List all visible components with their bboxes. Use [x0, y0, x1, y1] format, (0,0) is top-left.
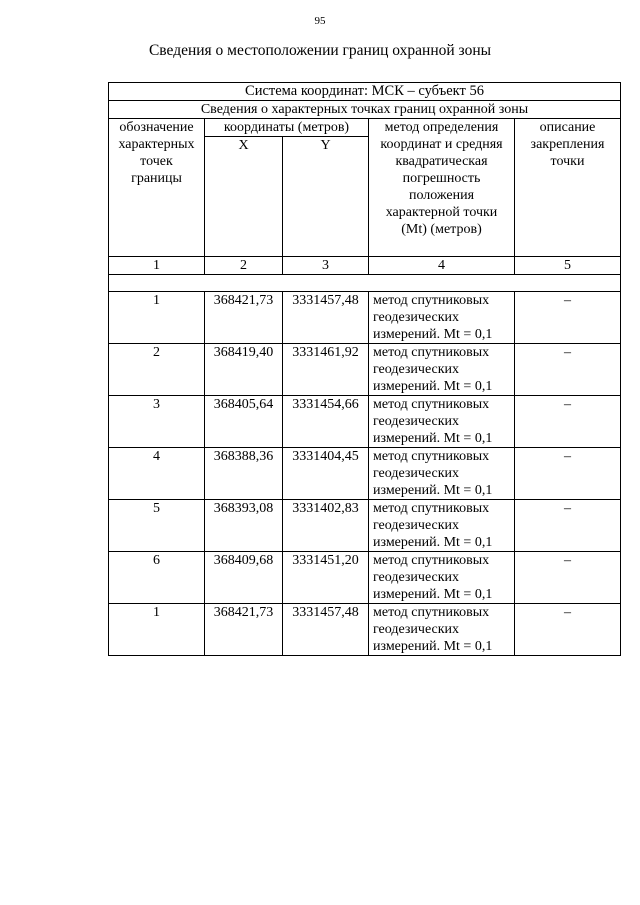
header-designation-line: обозначение: [119, 120, 194, 135]
table-row: [109, 344, 621, 396]
table-row: [109, 500, 621, 552]
cell-description: –: [515, 292, 621, 344]
cell-method-line: измерений. Mt = 0,1: [373, 483, 493, 498]
column-number: 2: [205, 257, 283, 275]
cell-method-line: метод спутниковых: [373, 345, 490, 360]
table-row: [109, 448, 621, 500]
cell-point: 4: [109, 448, 205, 500]
cell-method-line: геодезических: [373, 466, 460, 481]
cell-point: 6: [109, 552, 205, 604]
cell-point: 3: [109, 396, 205, 448]
cell-y: 3331451,20: [283, 552, 369, 604]
cell-method-line: измерений. Mt = 0,1: [373, 535, 493, 550]
cell-method: [369, 448, 515, 500]
cell-y: 3331404,45: [283, 448, 369, 500]
empty-row: [109, 275, 621, 292]
cell-description: –: [515, 448, 621, 500]
cell-method-line: геодезических: [373, 570, 460, 585]
header-method: [369, 119, 515, 257]
cell-method-line: геодезических: [373, 622, 460, 637]
header-designation: [109, 119, 205, 257]
header-method-line: погрешность: [402, 171, 481, 186]
cell-y: 3331454,66: [283, 396, 369, 448]
cell-method-line: геодезических: [373, 414, 460, 429]
cell-method: [369, 396, 515, 448]
cell-method-line: измерений. Mt = 0,1: [373, 327, 493, 342]
table-row: [109, 396, 621, 448]
cell-y: 3331457,48: [283, 292, 369, 344]
cell-method: [369, 292, 515, 344]
cell-method-line: геодезических: [373, 518, 460, 533]
empty-cell: [109, 275, 621, 292]
header-method-line: (Mt) (метров): [401, 222, 482, 237]
coordinate-system-label: Система координат: МСК – субъект 56: [109, 83, 621, 101]
boundary-points-table: [108, 82, 621, 656]
cell-method-line: измерений. Mt = 0,1: [373, 431, 493, 446]
cell-point: 1: [109, 292, 205, 344]
cell-description: –: [515, 344, 621, 396]
header-designation-line: границы: [131, 171, 182, 186]
cell-x: 368421,73: [205, 604, 283, 656]
header-method-line: характерной точки: [385, 205, 498, 220]
header-coordinates: координаты (метров): [205, 119, 369, 137]
header-designation-line: точек: [140, 154, 173, 169]
header-designation-line: характерных: [118, 137, 195, 152]
cell-method: [369, 552, 515, 604]
section-title: Сведения о характерных точках границ охранной зоны: [109, 101, 621, 119]
cell-description: –: [515, 396, 621, 448]
table-row: [109, 552, 621, 604]
cell-method-line: геодезических: [373, 362, 460, 377]
header-method-line: координат и средняя: [380, 137, 503, 152]
cell-point: 1: [109, 604, 205, 656]
cell-method-line: геодезических: [373, 310, 460, 325]
column-number: 1: [109, 257, 205, 275]
table-row: [109, 292, 621, 344]
header-method-line: метод определения: [384, 120, 499, 135]
cell-method: [369, 500, 515, 552]
header-y: Y: [283, 137, 369, 257]
header-description-line: точки: [550, 154, 585, 169]
cell-method-line: метод спутниковых: [373, 553, 490, 568]
cell-description: –: [515, 604, 621, 656]
column-number: 3: [283, 257, 369, 275]
cell-method-line: метод спутниковых: [373, 397, 490, 412]
header-description: [515, 119, 621, 257]
page-title: Сведения о местоположении границ охранной зоны: [148, 42, 492, 59]
cell-y: 3331461,92: [283, 344, 369, 396]
cell-x: 368409,68: [205, 552, 283, 604]
column-number: 4: [369, 257, 515, 275]
header-row-top: [109, 119, 621, 137]
cell-x: 368405,64: [205, 396, 283, 448]
cell-method-line: метод спутниковых: [373, 293, 490, 308]
header-method-line: положения: [408, 188, 475, 203]
cell-point: 2: [109, 344, 205, 396]
cell-description: –: [515, 552, 621, 604]
header-method-line: квадратическая: [395, 154, 488, 169]
cell-point: 5: [109, 500, 205, 552]
column-numbers-row: [109, 257, 621, 275]
cell-y: 3331402,83: [283, 500, 369, 552]
cell-method: [369, 604, 515, 656]
cell-x: 368393,08: [205, 500, 283, 552]
cell-method-line: измерений. Mt = 0,1: [373, 639, 493, 654]
header-description-line: закрепления: [530, 137, 605, 152]
cell-y: 3331457,48: [283, 604, 369, 656]
cell-method-line: метод спутниковых: [373, 501, 490, 516]
cell-method-line: измерений. Mt = 0,1: [373, 379, 493, 394]
cell-x: 368419,40: [205, 344, 283, 396]
page-number: 95: [314, 15, 326, 27]
header-x: X: [205, 137, 283, 257]
cell-x: 368388,36: [205, 448, 283, 500]
cell-description: –: [515, 500, 621, 552]
cell-x: 368421,73: [205, 292, 283, 344]
header-description-line: описание: [539, 120, 596, 135]
table-row: [109, 604, 621, 656]
cell-method-line: метод спутниковых: [373, 605, 490, 620]
cell-method-line: метод спутниковых: [373, 449, 490, 464]
column-number: 5: [515, 257, 621, 275]
cell-method: [369, 344, 515, 396]
section-title-row: [109, 101, 621, 119]
coordinate-system-row: [109, 83, 621, 101]
cell-method-line: измерений. Mt = 0,1: [373, 587, 493, 602]
